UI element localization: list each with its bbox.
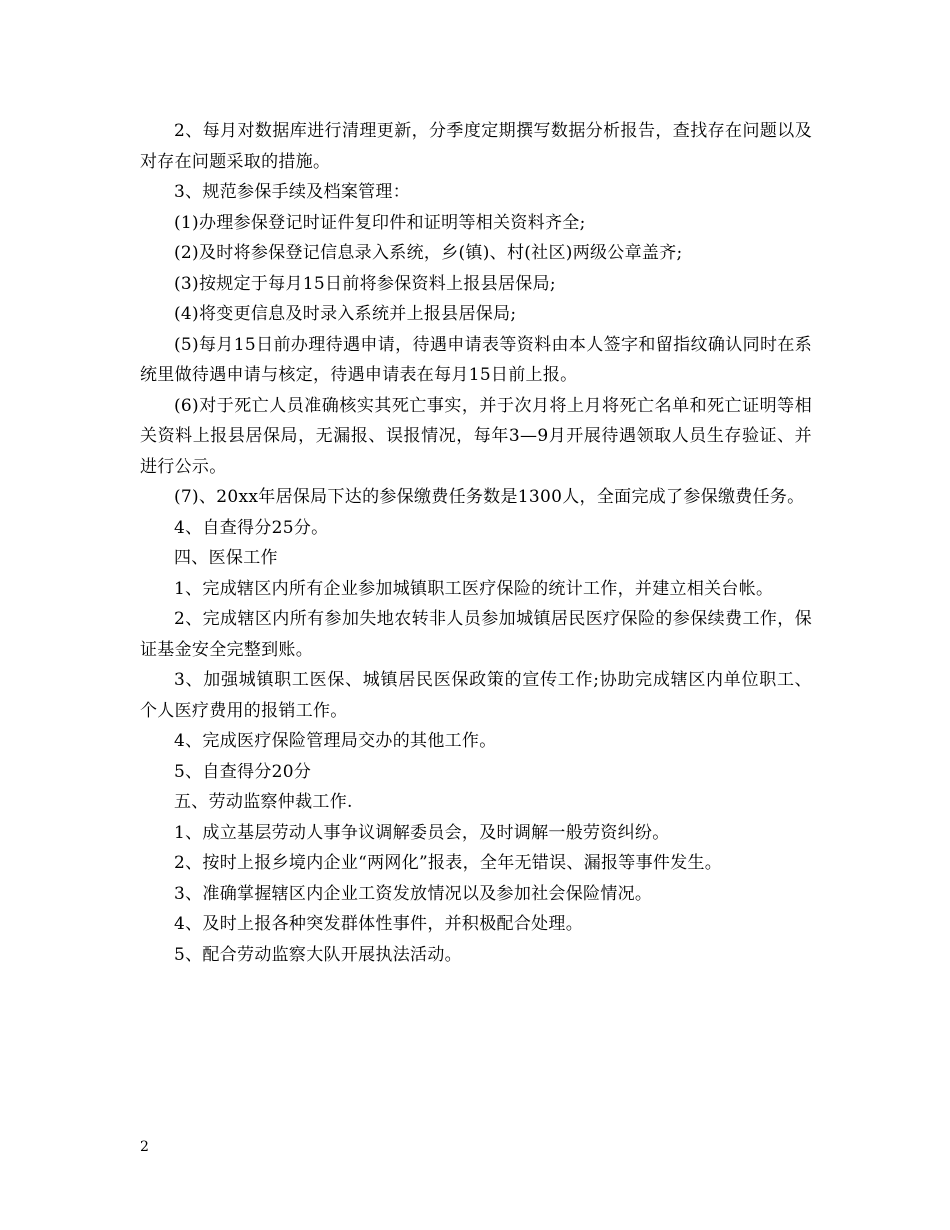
section-heading: 五、劳动监察仲裁工作. [174, 792, 353, 812]
paragraph: 4、完成医疗保险管理局交办的其他工作。 [174, 731, 497, 751]
document-body [140, 116, 812, 970]
paragraph: (5)每月15日前办理待遇申请，待遇申请表等资料由本人签字和留指纹确认同时在系统里做待遇申请与核定，待遇申请表在每月15日前上报。 [140, 334, 812, 385]
paragraph: 3、准确掌握辖区内企业工资发放情况以及参加社会保险情况。 [174, 883, 653, 904]
paragraph: 3、规范参保手续及档案管理： [174, 182, 411, 202]
paragraph: (3)按规定于每月15日前将参保资料上报县居保局; [174, 273, 556, 294]
paragraph: 2、每月对数据库进行清理更新，分季度定期撰写数据分析报告，查找存在问题以及对存在问题采取的措施。 [140, 121, 812, 172]
paragraph: 1、成立基层劳动人事争议调解委员会，及时调解一般劳资纠纷。 [174, 822, 670, 843]
paragraph: (2)及时将参保登记信息录入系统，乡(镇)、村(社区)两级公章盖齐; [174, 243, 683, 263]
paragraph: 4、自查得分25分。 [174, 517, 329, 538]
paragraph: 1、完成辖区内所有企业参加城镇职工医疗保险的统计工作，并建立相关台帐。 [174, 578, 774, 599]
paragraph: 5、自查得分20分 [174, 761, 312, 782]
paragraph: 4、及时上报各种突发群体性事件，并积极配合处理。 [174, 914, 584, 934]
paragraph: 3、加强城镇职工医保、城镇居民医保政策的宣传工作;协助完成辖区内单位职工、个人医疗费用的报销工作。 [140, 670, 812, 721]
paragraph: 5、配合劳动监察大队开展执法活动。 [174, 944, 462, 965]
page-number: 2 [140, 1139, 149, 1155]
paragraph: (6)对于死亡人员准确核实其死亡事实，并于次月将上月将死亡名单和死亡证明等相关资料上报县居保局，无漏报、误报情况，每年3—9月开展待遇领取人员生存验证、并进行公示。 [140, 395, 812, 477]
paragraph: 2、完成辖区内所有参加失地农转非人员参加城镇居民医疗保险的参保续费工作，保证基金安全完整到账。 [140, 609, 812, 660]
paragraph: (4)将变更信息及时录入系统并上报县居保局; [174, 304, 517, 324]
paragraph: (7)、20xx年居保局下达的参保缴费任务数是1300人，全面完成了参保缴费任务。 [174, 487, 805, 507]
paragraph: 2、按时上报乡境内企业“两网化”报表，全年无错误、漏报等事件发生。 [174, 853, 723, 873]
paragraph: (1)办理参保登记时证件复印件和证明等相关资料齐全; [174, 212, 586, 233]
section-heading: 四、医保工作 [174, 548, 278, 568]
